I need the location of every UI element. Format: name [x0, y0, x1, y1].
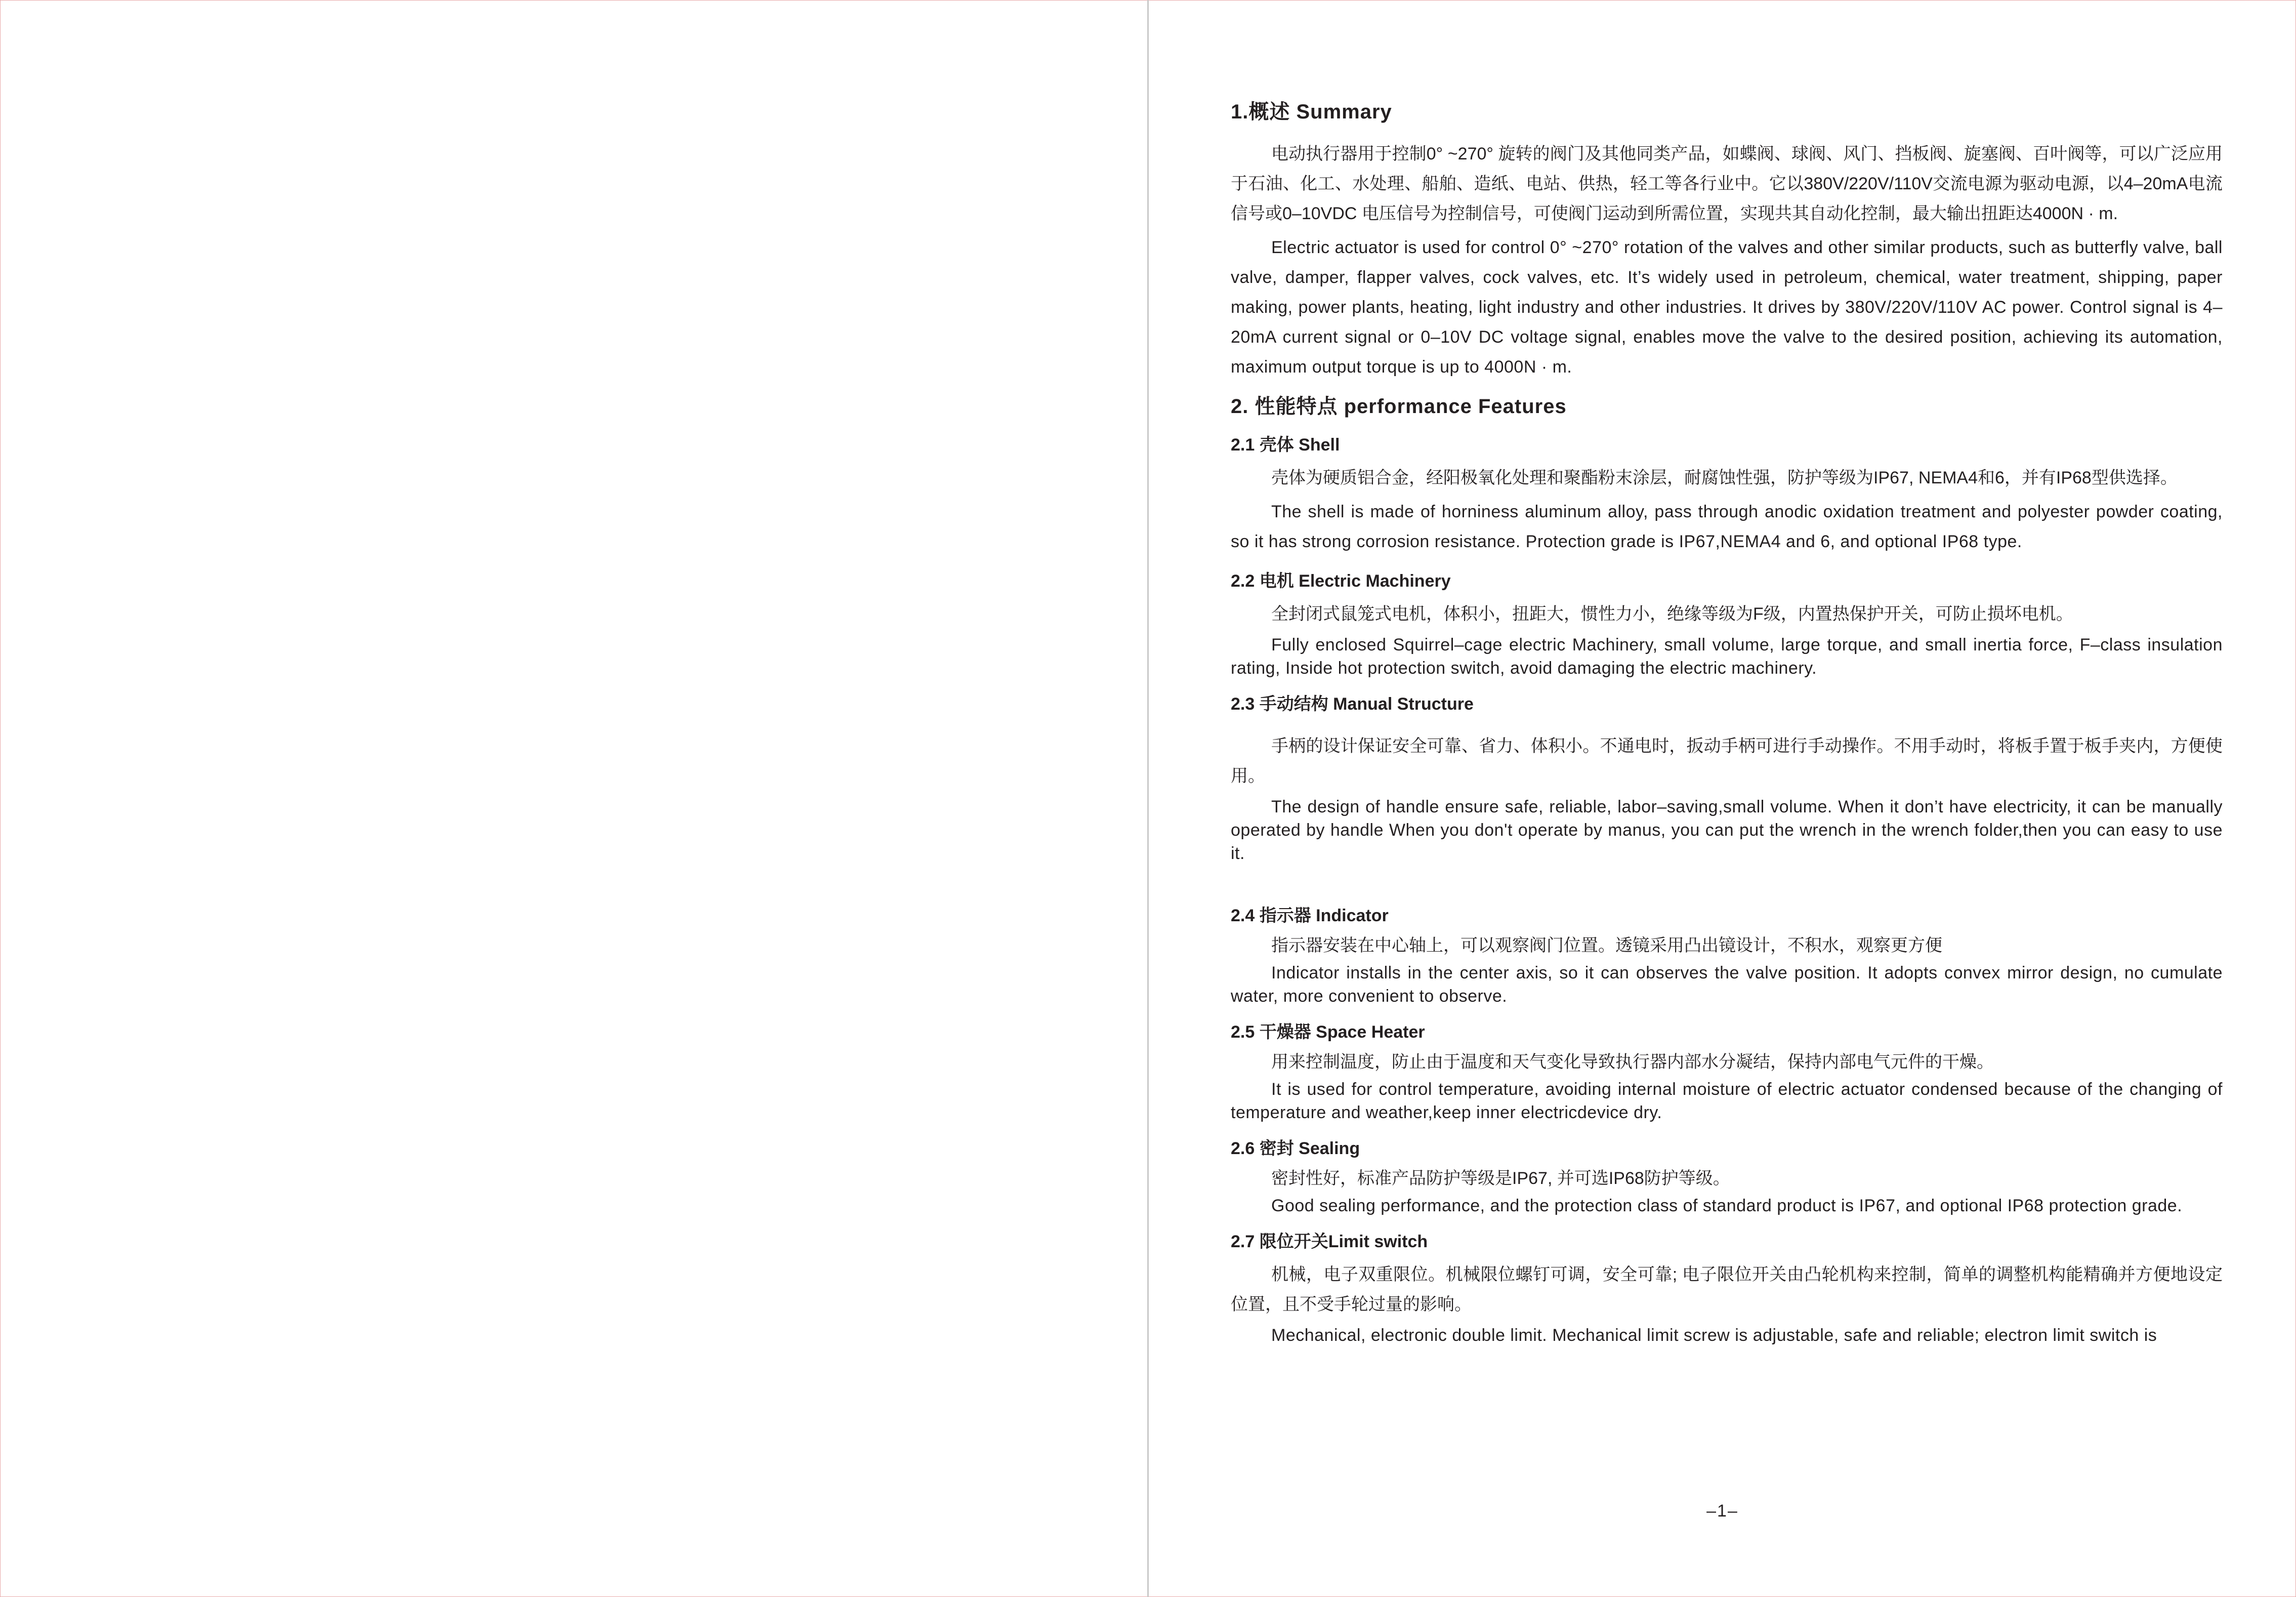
section-2-6-heading: 2.6 密封 Sealing — [1231, 1139, 1360, 1158]
section-1-heading: 1.概述 Summary — [1231, 101, 1392, 123]
section-2-1-zh-paragraph: 壳体为硬质铝合金，经阳极氧化处理和聚酯粉末涂层，耐腐蚀性强，防护等级为IP67, NEMA4和6，并有IP68型供选择。 — [1271, 468, 2178, 487]
section-2-3-heading: 2.3 手动结构 Manual Structure — [1231, 694, 1474, 714]
section-2-3-en-paragraph: The design of handle ensure safe, reliable, labor–saving,small volume. When it don’t have electricity, it can be manually operated by handle When you don't operate by manus, you can put the wrench in the wrench folder,then you can easy to use it. — [1231, 797, 2223, 863]
section-2-4-en-paragraph: Indicator installs in the center axis, so it can observes the valve position. It adopts convex mirror design, no cumulate water, more convenient to observe. — [1231, 963, 2223, 1006]
section-2-6-en-paragraph: Good sealing performance, and the protection class of standard product is IP67, and optional IP68 protection grade. — [1271, 1196, 2183, 1215]
section-2-3-zh-paragraph: 手柄的设计保证安全可靠、省力、体积小。不通电时，扳动手柄可进行手动操作。不用手动时，将板手置于板手夹内，方便使用。 — [1231, 736, 2223, 786]
section-2-5-heading: 2.5 干燥器 Space Heater — [1231, 1022, 1425, 1042]
section-2-1-en-paragraph: The shell is made of horniness aluminum alloy, pass through anodic oxidation treatment and polyester powder coating, so it has strong corrosion resistance. Protection grade is IP67,NEMA4 and 6, and optional IP68 type. — [1231, 502, 2223, 551]
section-2-heading: 2. 性能特点 performance Features — [1231, 395, 1567, 418]
section-2-7-zh-paragraph: 机械，电子双重限位。机械限位螺钉可调，安全可靠; 电子限位开关由凸轮机构来控制，简单的调整机构能精确并方便地设定位置，且不受手轮过量的影响。 — [1231, 1265, 2223, 1314]
section-2-4-heading: 2.4 指示器 Indicator — [1231, 906, 1389, 925]
right-page — [1149, 0, 2296, 1597]
section-2-1-heading: 2.1 壳体 Shell — [1231, 435, 1340, 455]
section-2-4-zh-paragraph: 指示器安装在中心轴上，可以观察阀门位置。透镜采用凸出镜设计，不积水，观察更方便 — [1271, 936, 1942, 955]
spacer — [1231, 869, 2223, 891]
section-2-7-en-paragraph: Mechanical, electronic double limit. Mechanical limit screw is adjustable, safe and reliable; electron limit switch is — [1271, 1326, 2157, 1345]
section-1-zh-paragraph: 电动执行器用于控制0° ~270° 旋转的阀门及其他同类产品，如蝶阀、球阀、风门、挡板阀、旋塞阀、百叶阀等，可以广泛应用于石油、化工、水处理、船舶、造纸、电站、供热，轻工等各行业中。它以380V/220V/110V交流电源为驱动电源，以4–20mA电流信号或0–10VDC 电压信号为控制信号，可使阀门运动到所需位置，实现共其自动化控制，最大输出扭距达4000N · m. — [1231, 144, 2223, 223]
left-page-blank — [0, 0, 1147, 1597]
section-2-7-heading: 2.7 限位开关Limit switch — [1231, 1232, 1428, 1251]
section-2-5-zh-paragraph: 用来控制温度，防止由于温度和天气变化导致执行器内部水分凝结，保持内部电气元件的干燥。 — [1271, 1052, 1994, 1072]
manual-content — [1231, 99, 2223, 1351]
page-number: –1– — [1706, 1501, 1738, 1521]
section-2-2-en-paragraph: Fully enclosed Squirrel–cage electric Machinery, small volume, large torque, and small inertia force, F–class insulation rating, Inside hot protection switch, avoid damaging the electric machinery. — [1231, 635, 2223, 678]
section-1-en-paragraph: Electric actuator is used for control 0° ~270° rotation of the valves and other similar products, such as butterfly valve, ball valve, damper, flapper valves, cock valves, etc. It’s widely used in petroleum, chemical, water treatment, shipping, paper making, power plants, heating, light industry and other industries. It drives by 380V/220V/110V AC power. Control signal is 4–20mA current signal or 0–10V DC voltage signal, enables move the valve to the desired position, achieving its automation, maximum output torque is up to 4000N · m. — [1231, 238, 2223, 377]
spacer — [1231, 722, 2223, 731]
section-2-5-en-paragraph: It is used for control temperature, avoiding internal moisture of electric actuator condensed because of the changing of temperature and weather,keep inner electricdevice dry. — [1231, 1080, 2223, 1122]
section-2-2-zh-paragraph: 全封闭式鼠笼式电机，体积小，扭距大，惯性力小，绝缘等级为F级，内置热保护开关，可防止损坏电机。 — [1271, 604, 2073, 624]
section-2-6-zh-paragraph: 密封性好，标准产品防护等级是IP67, 并可选IP68防护等级。 — [1271, 1169, 1730, 1188]
section-2-2-heading: 2.2 电机 Electric Machinery — [1231, 571, 1451, 591]
